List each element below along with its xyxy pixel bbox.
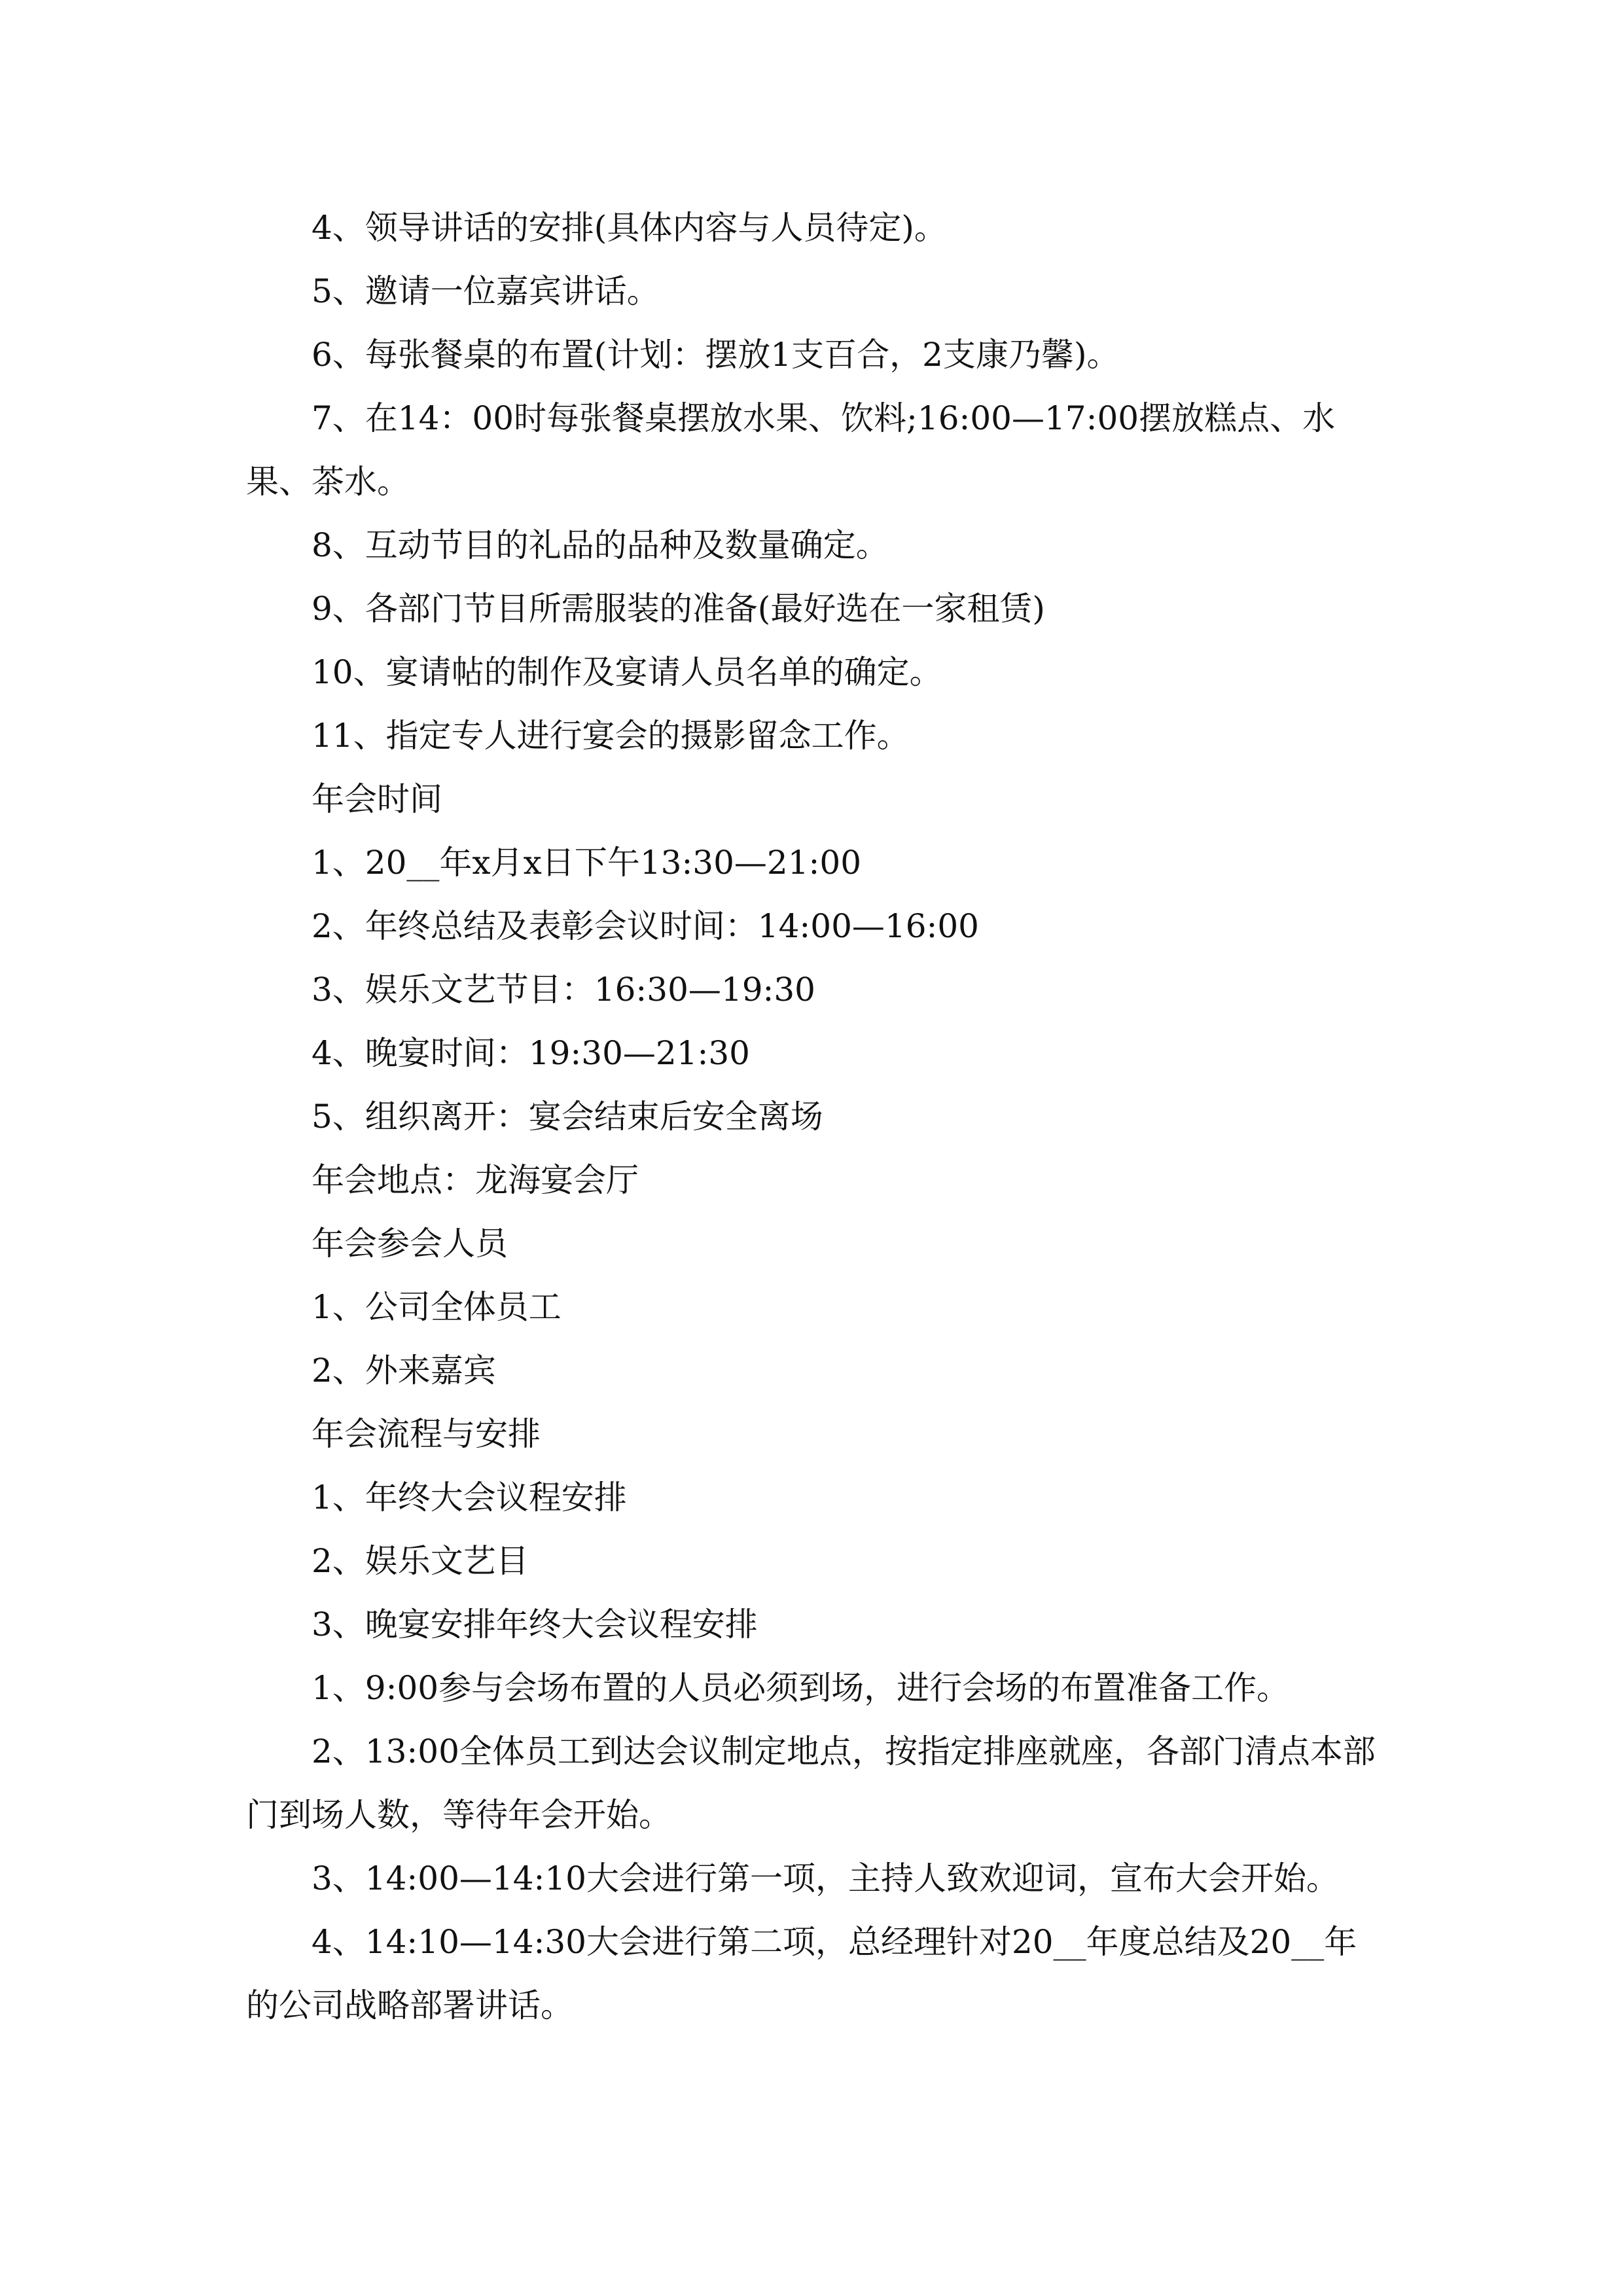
document-body bbox=[246, 196, 1378, 2037]
attendee-item-guests: 2、外来嘉宾 bbox=[312, 1352, 496, 1390]
time-item-departure: 5、组织离开：宴会结束后安全离场 bbox=[312, 1098, 823, 1136]
paragraph-photography: 11、指定专人进行宴会的摄影留念工作。 bbox=[312, 717, 910, 755]
section-heading-attendees: 年会参会人员 bbox=[312, 1225, 508, 1263]
paragraph-costumes: 9、各部门节目所需服装的准备(最好选在一家租赁) bbox=[312, 590, 1045, 628]
schedule-item-welcome: 3、14:00—14:10大会进行第一项，主持人致欢迎词，宣布大会开始。 bbox=[312, 1859, 1339, 1897]
paragraph-table-layout: 6、每张餐桌的布置(计划：摆放1支百合，2支康乃馨)。 bbox=[312, 336, 1120, 374]
schedule-item-seating: 2、13:00全体员工到达会议制定地点，按指定排座就座，各部门清点本部门到场人数，等待年会开始。 bbox=[246, 1732, 1376, 1834]
paragraph-invitations: 10、宴请帖的制作及宴请人员名单的确定。 bbox=[312, 653, 942, 691]
process-item-dinner: 3、晚宴安排年终大会议程安排 bbox=[312, 1605, 758, 1643]
attendee-item-staff: 1、公司全体员工 bbox=[312, 1288, 562, 1326]
schedule-item-manager-speech: 4、14:10—14:30大会进行第二项，总经理针对20__年度总结及20__年的公司战略部署讲话。 bbox=[246, 1923, 1357, 2024]
paragraph-leader-speech: 4、领导讲话的安排(具体内容与人员待定)。 bbox=[312, 209, 947, 247]
process-item-entertainment: 2、娱乐文艺目 bbox=[312, 1542, 529, 1580]
time-item-entertainment: 3、娱乐文艺节目：16:30—19:30 bbox=[312, 971, 815, 1009]
section-heading-location: 年会地点：龙海宴会厅 bbox=[312, 1161, 639, 1199]
paragraph-guest-speech: 5、邀请一位嘉宾讲话。 bbox=[312, 272, 660, 310]
time-item-summary-meeting: 2、年终总结及表彰会议时间：14:00—16:00 bbox=[312, 907, 979, 945]
time-item-dinner: 4、晚宴时间：19:30—21:30 bbox=[312, 1034, 750, 1072]
time-item-date: 1、20__年x月x日下午13:30—21:00 bbox=[312, 844, 862, 882]
paragraph-gifts: 8、互动节目的礼品的品种及数量确定。 bbox=[312, 526, 889, 564]
schedule-item-venue-setup: 1、9:00参与会场布置的人员必须到场，进行会场的布置准备工作。 bbox=[312, 1669, 1290, 1707]
paragraph-table-refreshments: 7、在14：00时每张餐桌摆放水果、饮料;16:00—17:00摆放糕点、水果、茶水。 bbox=[246, 399, 1336, 501]
section-heading-time: 年会时间 bbox=[312, 780, 442, 818]
process-item-agenda: 1、年终大会议程安排 bbox=[312, 1479, 627, 1516]
section-heading-process: 年会流程与安排 bbox=[312, 1415, 541, 1453]
